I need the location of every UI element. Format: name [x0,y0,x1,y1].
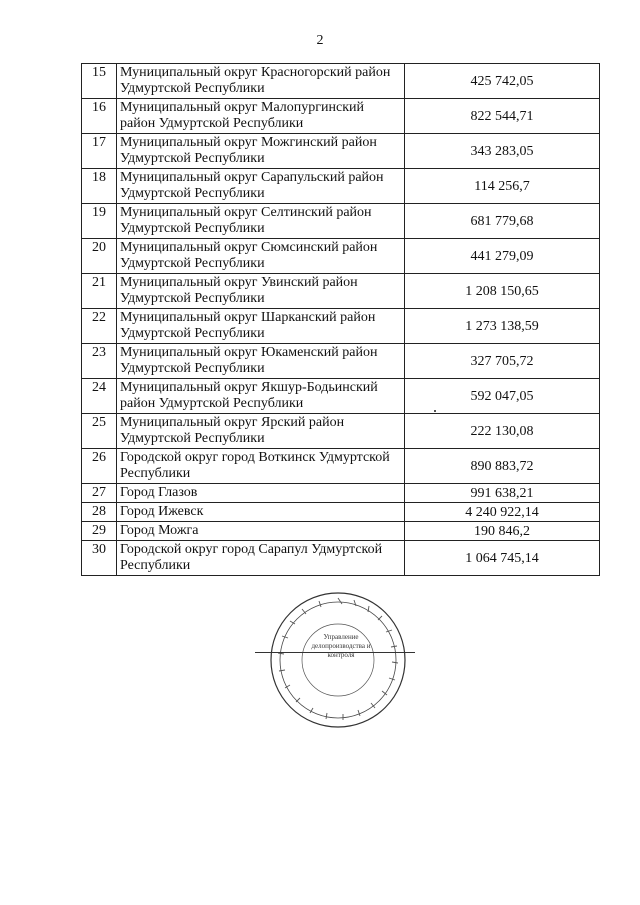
table-row [82,541,600,576]
row-number: 24 [82,379,117,414]
municipality-name: Городской округ город Сарапул Удмуртской Республики [117,541,405,576]
row-number: 22 [82,309,117,344]
amount-value: 1 208 150,65 [405,274,600,309]
municipality-name: Городской округ город Воткинск Удмуртской Республики [117,449,405,484]
row-number: 28 [82,503,117,522]
municipality-name: Муниципальный округ Ярский район Удмуртской Республики [117,414,405,449]
municipality-name: Муниципальный округ Селтинский район Удмуртской Республики [117,204,405,239]
municipality-name: Город Ижевск [117,503,405,522]
table-row [82,239,600,274]
table-row [82,344,600,379]
row-number: 17 [82,134,117,169]
municipality-name: Муниципальный округ Увинский район Удмуртской Республики [117,274,405,309]
amount-value: 327 705,72 [405,344,600,379]
row-number: 21 [82,274,117,309]
table-row [82,309,600,344]
municipality-name: Муниципальный округ Юкаменский район Удмуртской Республики [117,344,405,379]
municipality-name: Муниципальный округ Сюмсинский район Удмуртской Республики [117,239,405,274]
amount-value: 822 544,71 [405,99,600,134]
table-row [82,274,600,309]
row-number: 25 [82,414,117,449]
row-number: 30 [82,541,117,576]
table-row [82,522,600,541]
amount-value: 592 047,05 [405,379,600,414]
row-number: 15 [82,64,117,99]
table-row [82,64,600,99]
amount-value: 190 846,2 [405,522,600,541]
municipality-name: Город Глазов [117,484,405,503]
amount-value: 1 273 138,59 [405,309,600,344]
amount-value: 890 883,72 [405,449,600,484]
municipality-name: Муниципальный округ Малопургинский район Удмуртской Республики [117,99,405,134]
table-row [82,169,600,204]
row-number: 16 [82,99,117,134]
stamp-text: Управление делопроизводства и контроля [311,633,371,659]
amount-value: 441 279,09 [405,239,600,274]
table-body [82,64,600,576]
table-row [82,484,600,503]
table-row [82,503,600,522]
table-row [82,99,600,134]
amount-value: 114 256,7 [405,169,600,204]
amount-value: 1 064 745,14 [405,541,600,576]
amount-value: 343 283,05 [405,134,600,169]
table-row [82,134,600,169]
page-number: 2 [316,33,324,48]
row-number: 19 [82,204,117,239]
row-number: 20 [82,239,117,274]
row-number: 23 [82,344,117,379]
table-row [82,379,600,414]
table-row [82,204,600,239]
municipality-name: Муниципальный округ Шарканский район Удмуртской Республики [117,309,405,344]
municipality-name: Муниципальный округ Сарапульский район Удмуртской Республики [117,169,405,204]
amount-value: 4 240 922,14 [405,503,600,522]
row-number: 18 [82,169,117,204]
amount-value: 991 638,21 [405,484,600,503]
amount-value: 681 779,68 [405,204,600,239]
scan-speck [434,410,436,412]
municipality-name: Город Можга [117,522,405,541]
municipality-name: Муниципальный округ Красногорский район Удмуртской Республики [117,64,405,99]
allocation-table [81,63,600,576]
row-number: 29 [82,522,117,541]
row-number: 26 [82,449,117,484]
row-number: 27 [82,484,117,503]
table-row [82,449,600,484]
municipality-name: Муниципальный округ Можгинский район Удмуртской Республики [117,134,405,169]
table-row [82,414,600,449]
amount-value: 425 742,05 [405,64,600,99]
round-stamp [268,590,408,730]
municipality-name: Муниципальный округ Якшур-Бодьинский район Удмуртской Республики [117,379,405,414]
amount-value: 222 130,08 [405,414,600,449]
